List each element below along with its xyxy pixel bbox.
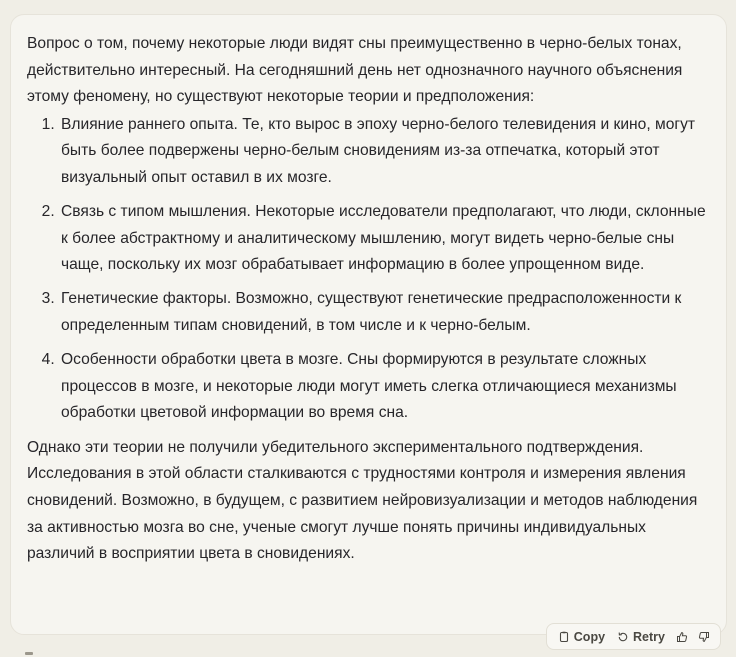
thumbs-down-icon <box>698 631 710 643</box>
list-item: 4. Особенности обработки цвета в мозге. Сны формируются в результате сложных процессов в мозге, и некоторые люди могут иметь слегка отличающиеся механизмы обработки цветовой информации во время сна. <box>59 347 714 427</box>
thumbs-up-icon <box>676 631 688 643</box>
list-item: 2. Связь с типом мышления. Некоторые исследователи предполагают, что люди, склонные к более абстрактному и аналитическому мышлению, могут видеть черно-белые сны чаще, поскольку их мозг обрабатывает информацию в более упрощенном виде. <box>59 199 714 279</box>
retry-label: Retry <box>633 629 665 644</box>
thumbs-down-button[interactable] <box>694 625 714 648</box>
assistant-message <box>10 14 727 635</box>
scroll-indicator <box>25 652 33 655</box>
message-conclusion: Однако эти теории не получили убедительного экспериментального подтверждения. Исследования в этой области сталкиваются с трудностями контроля и измерения явления сновидений. Возможно, в будущем, с развитием нейровизуализации и методов наблюдения за активностью мозга во сне, ученые смогут лучше понять причины индивидуальных различий в восприятии цвета в сновидениях. <box>27 438 698 563</box>
message-actions-bar <box>546 623 721 650</box>
copy-label: Copy <box>573 629 606 644</box>
list-item: 3. Генетические факторы. Возможно, существуют генетические предрасположенности к определенным типам сновидений, в том числе и к черно-белым. <box>59 286 714 339</box>
retry-button[interactable] <box>612 625 670 648</box>
message-intro: Вопрос о том, почему некоторые люди видят сны преимущественно в черно-белых тонах, действительно интересный. На сегодняшний день нет однозначного научного объяснения этому феномену, но существуют некоторые теории и предположения: <box>27 35 683 106</box>
list-item: 1. Влияние раннего опыта. Те, кто вырос в эпоху черно-белого телевидения и кино, могут быть более подвержены черно-белым сновидениям из-за отпечатка, который этот визуальный опыт оставил в их мозге. <box>59 112 714 192</box>
copy-button[interactable] <box>553 625 610 648</box>
theory-list <box>27 112 714 427</box>
retry-icon <box>617 631 629 643</box>
thumbs-up-button[interactable] <box>672 625 692 648</box>
copy-icon <box>558 631 570 643</box>
